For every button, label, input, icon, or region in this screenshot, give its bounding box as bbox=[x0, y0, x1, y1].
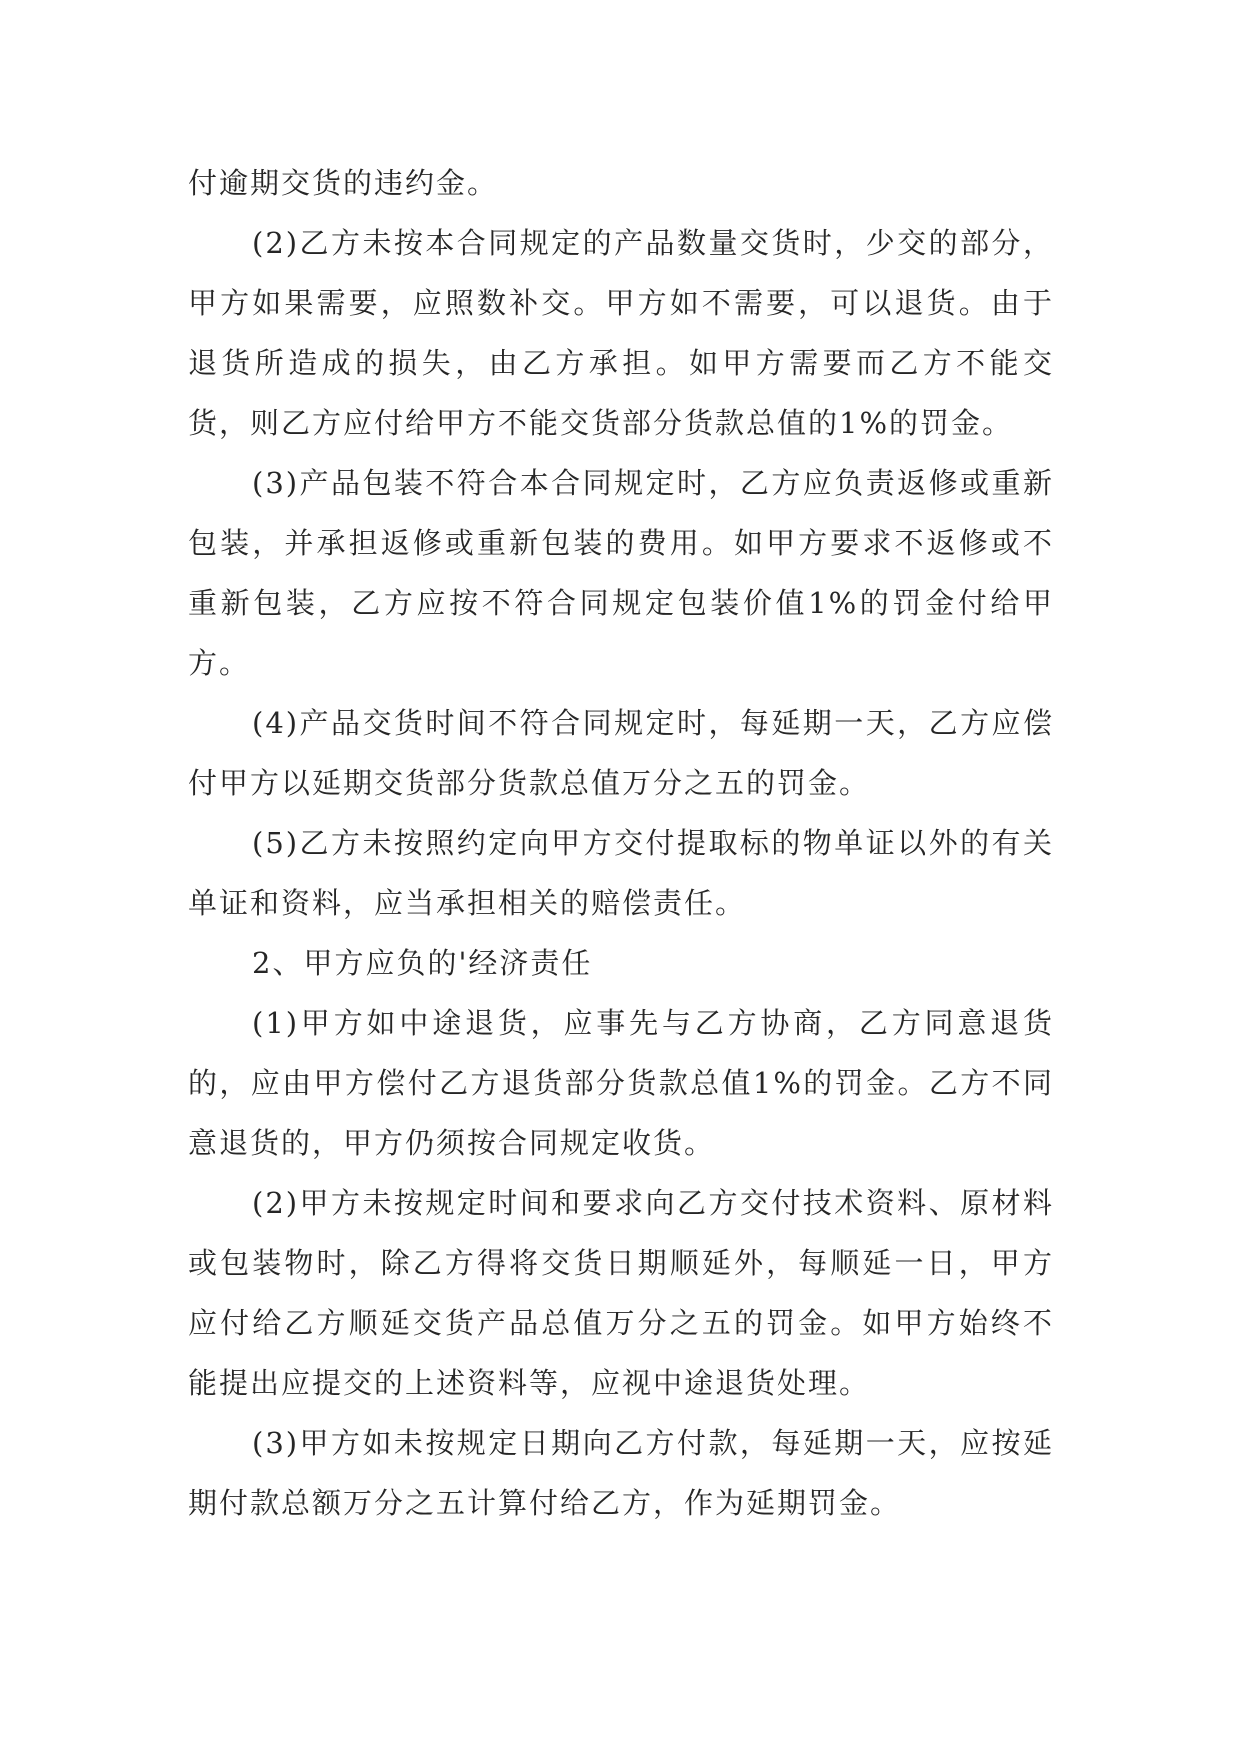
section-heading-2: 2、甲方应负的'经济责任 bbox=[252, 946, 593, 980]
paragraph-6: (1)甲方如中途退货，应事先与乙方协商，乙方同意退货的，应由甲方偿付乙方退货部分货款总值1%的罚金。乙方不同意退货的，甲方仍须按合同规定收货。 bbox=[188, 1006, 1054, 1160]
paragraph-2: (3)产品包装不符合本合同规定时，乙方应负责返修或重新包装，并承担返修或重新包装的费用。如甲方要求不返修或不重新包装，乙方应按不符合同规定包装价值1%的罚金付给甲方。 bbox=[188, 466, 1054, 680]
paragraph-1: (2)乙方未按本合同规定的产品数量交货时，少交的部分，甲方如果需要，应照数补交。甲方如不需要，可以退货。由于退货所造成的损失，由乙方承担。如甲方需要而乙方不能交货，则乙方应付给甲方不能交货部分货款总值的1%的罚金。 bbox=[188, 226, 1054, 440]
paragraph-7: (2)甲方未按规定时间和要求向乙方交付技术资料、原材料或包装物时，除乙方得将交货日期顺延外，每顺延一日，甲方应付给乙方顺延交货产品总值万分之五的罚金。如甲方始终不能提出应提交的上述资料等，应视中途退货处理。 bbox=[188, 1186, 1054, 1400]
paragraph-0: 付逾期交货的违约金。 bbox=[188, 166, 499, 200]
paragraph-8: (3)甲方如未按规定日期向乙方付款，每延期一天，应按延期付款总额万分之五计算付给乙方，作为延期罚金。 bbox=[188, 1426, 1054, 1520]
paragraph-3: (4)产品交货时间不符合同规定时，每延期一天，乙方应偿付甲方以延期交货部分货款总值万分之五的罚金。 bbox=[188, 706, 1054, 800]
document-body bbox=[188, 153, 1054, 1533]
paragraph-4: (5)乙方未按照约定向甲方交付提取标的物单证以外的有关单证和资料，应当承担相关的赔偿责任。 bbox=[188, 826, 1054, 920]
